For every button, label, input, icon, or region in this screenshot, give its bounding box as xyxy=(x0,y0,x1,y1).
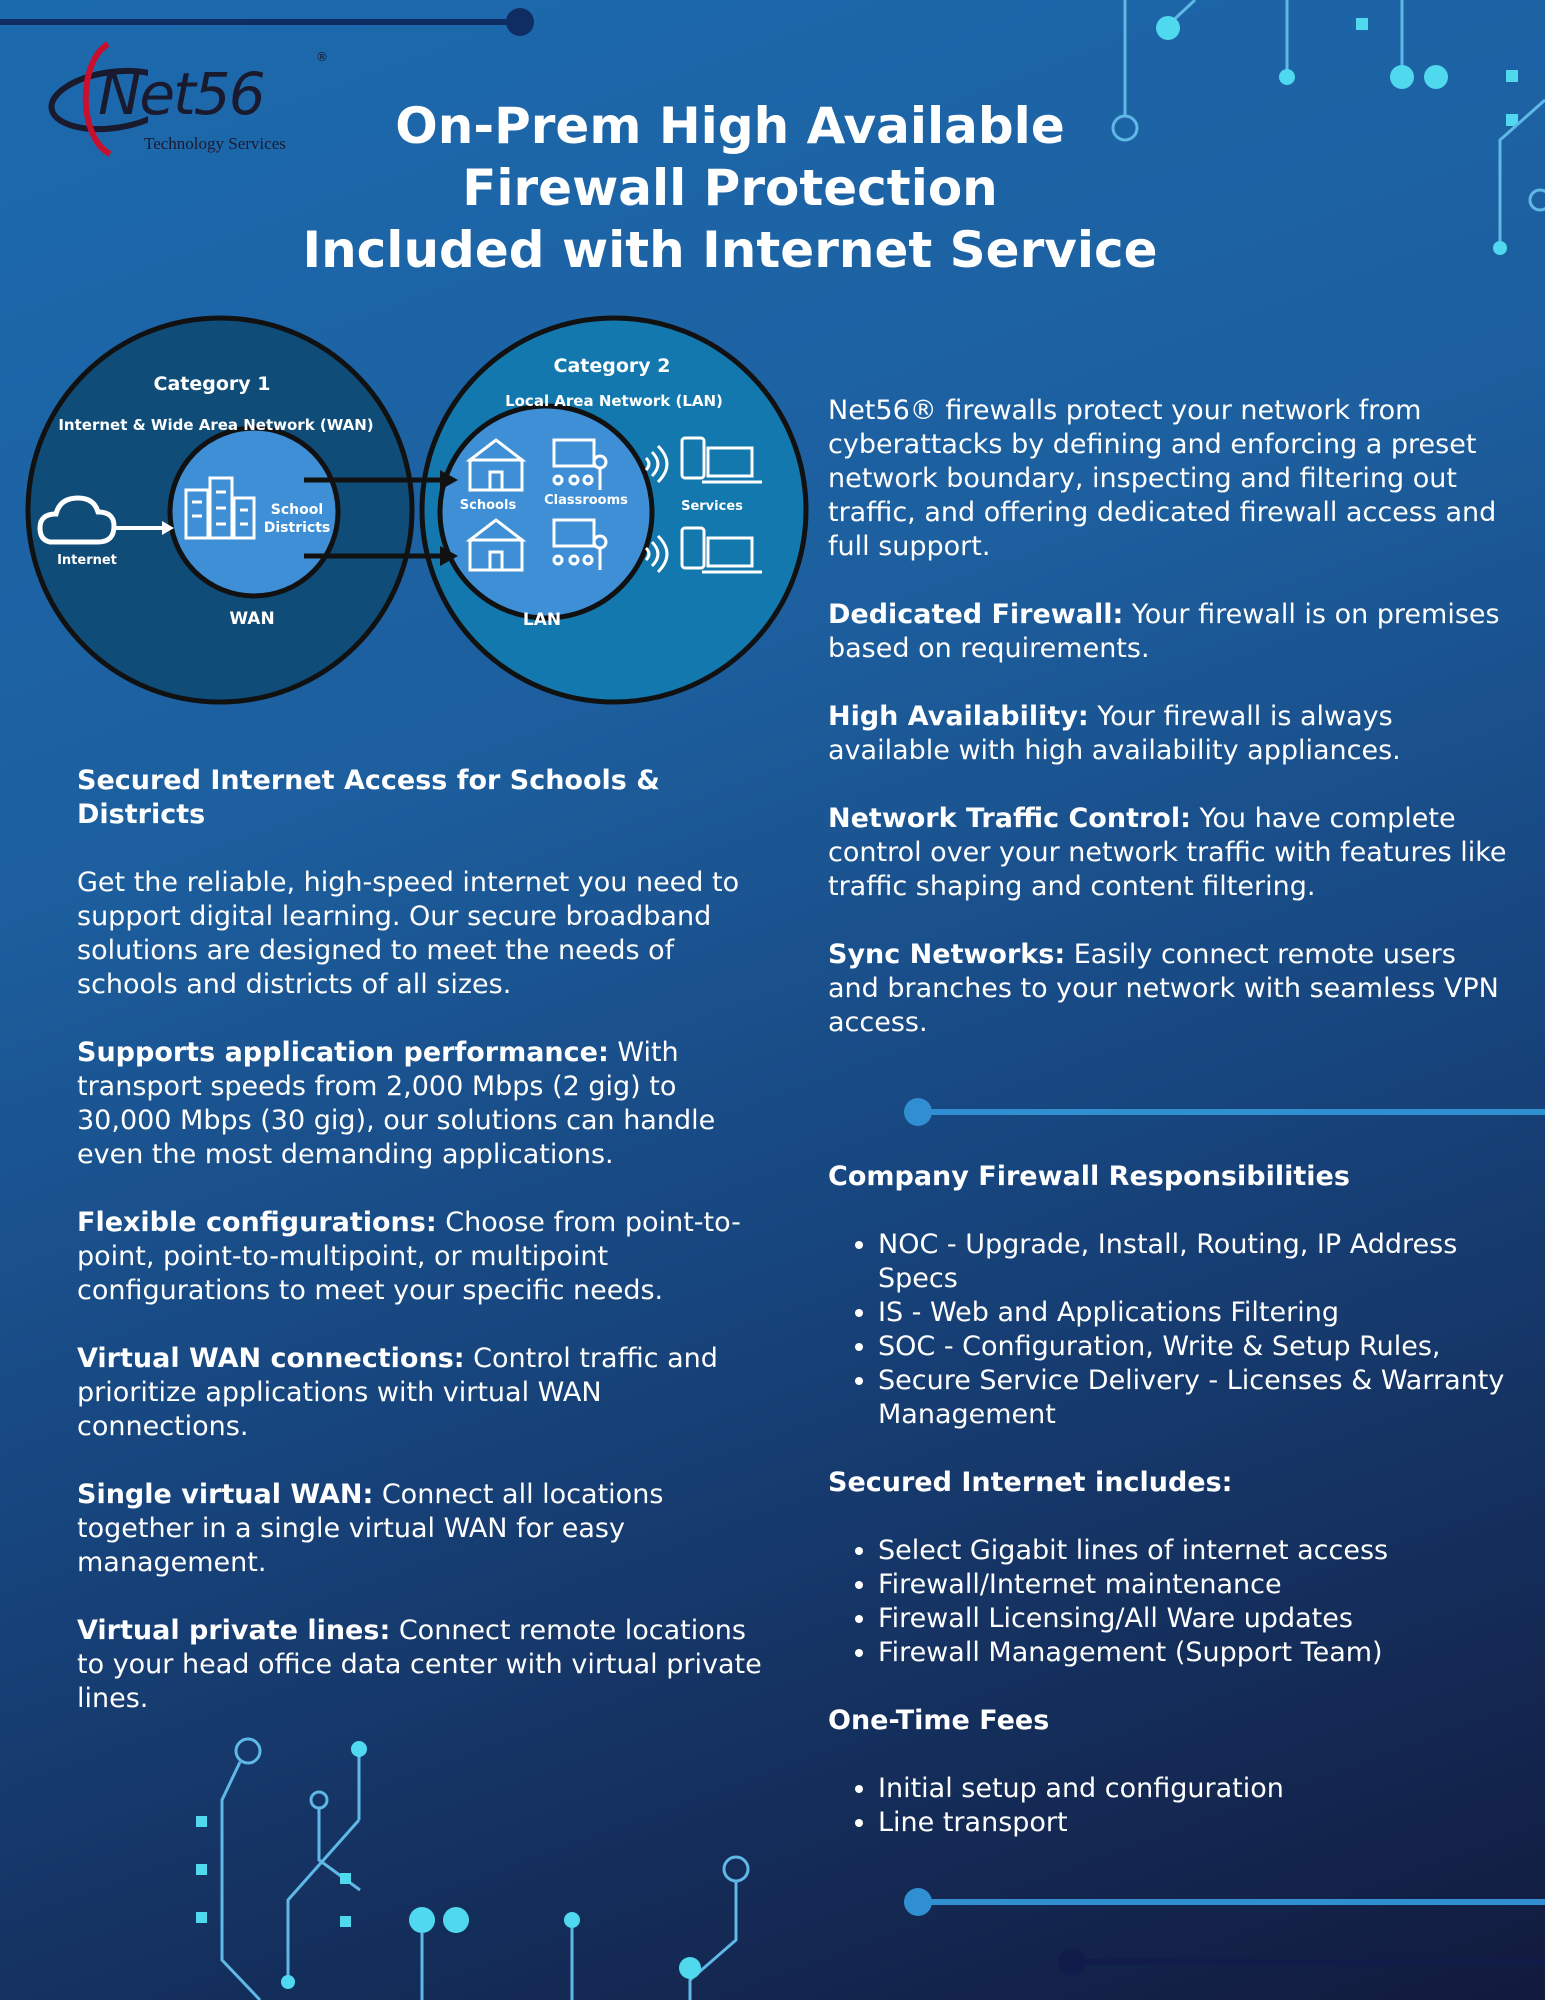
title-line-3: Included with Internet Service xyxy=(302,221,1158,279)
list-item: • Firewall/Internet maintenance xyxy=(878,1568,1508,1602)
feature-label: Flexible configurations: xyxy=(77,1207,437,1238)
schools-intro: Get the reliable, high-speed internet you need to support digital learning. Our secure broadband solutions are designed to meet the needs of schools and districts of all sizes. xyxy=(77,867,740,1000)
feature-text: With transport speeds from 2,000 Mbps (2 gig) to 30,000 Mbps (30 gig), our solutions can handle even the most demanding applications. xyxy=(77,1037,716,1170)
list-item: • Select Gigabit lines of internet access xyxy=(878,1534,1508,1568)
logo-wordmark: Net56 xyxy=(98,60,264,128)
feature-text: You have complete control over your network traffic with features like traffic shaping and content filtering. xyxy=(828,803,1507,902)
schools-heading: Secured Internet Access for Schools & Districts xyxy=(77,765,660,830)
lan-label: LAN xyxy=(522,610,562,630)
feature-text: Control traffic and prioritize applications with virtual WAN connections. xyxy=(77,1343,718,1442)
feature-item xyxy=(77,1206,777,1308)
responsibilities-section xyxy=(828,1160,1508,1874)
feature-item xyxy=(828,598,1508,666)
firewall-section xyxy=(828,394,1508,1074)
list-item: • Firewall Licensing/All Ware updates xyxy=(878,1602,1508,1636)
feature-item xyxy=(77,1036,777,1172)
responsibilities-heading: Company Firewall Responsibilities xyxy=(828,1161,1350,1192)
feature-label: Virtual private lines: xyxy=(77,1615,391,1646)
page-title xyxy=(260,95,1200,281)
category-1-subtitle: Internet & Wide Area Network (WAN) xyxy=(58,416,374,434)
schools-section xyxy=(77,764,777,1750)
feature-text: Connect remote locations to your head office data center with virtual private lines. xyxy=(77,1615,762,1714)
category-1-title: Category 1 xyxy=(153,373,271,395)
responsibilities-list xyxy=(828,1228,1508,1432)
firewall-intro: Net56® firewalls protect your network from cyberattacks by defining and enforcing a preset network boundary, inspecting and filtering out traffic, and offering dedicated firewall access and full support. xyxy=(828,395,1497,562)
registered-mark: ® xyxy=(316,50,328,64)
feature-item xyxy=(77,1478,777,1580)
feature-item xyxy=(828,700,1508,768)
list-item: • Line transport xyxy=(878,1806,1508,1840)
classrooms-label: Classrooms xyxy=(544,493,628,508)
fees-heading: One-Time Fees xyxy=(828,1705,1050,1736)
fees-list xyxy=(828,1772,1508,1840)
list-item: • Initial setup and configuration xyxy=(878,1772,1508,1806)
category-2-title: Category 2 xyxy=(553,355,671,377)
internet-label: Internet xyxy=(57,553,117,568)
title-line-2: Firewall Protection xyxy=(462,159,998,217)
feature-label: Network Traffic Control: xyxy=(828,803,1191,834)
list-item: • Firewall Management (Support Team) xyxy=(878,1636,1508,1670)
list-item: • SOC - Configuration, Write & Setup Rules, xyxy=(878,1330,1508,1364)
feature-item xyxy=(828,938,1508,1040)
feature-text: Choose from point-to-point, point-to-multipoint, or multipoint configurations to meet your specific needs. xyxy=(77,1207,741,1306)
logo-tagline: Technology Services xyxy=(144,134,286,153)
feature-label: High Availability: xyxy=(828,701,1089,732)
title-line-1: On-Prem High Available xyxy=(395,97,1065,155)
feature-item xyxy=(77,1614,777,1716)
list-item: • NOC - Upgrade, Install, Routing, IP Address Specs xyxy=(878,1228,1508,1296)
feature-item xyxy=(77,1342,777,1444)
category-2-subtitle: Local Area Network (LAN) xyxy=(505,392,723,410)
feature-label: Supports application performance: xyxy=(77,1037,609,1068)
feature-label: Sync Networks: xyxy=(828,939,1066,970)
feature-label: Single virtual WAN: xyxy=(77,1479,374,1510)
wan-label: WAN xyxy=(229,609,275,629)
feature-text: Easily connect remote users and branches to your network with seamless VPN access. xyxy=(828,939,1499,1038)
feature-text: Connect all locations together in a single virtual WAN for easy management. xyxy=(77,1479,664,1578)
services-label: Services xyxy=(681,499,743,514)
feature-text: Your firewall is always available with high availability appliances. xyxy=(828,701,1401,766)
list-item: • Secure Service Delivery - Licenses & Warranty Management xyxy=(878,1364,1508,1432)
feature-label: Dedicated Firewall: xyxy=(828,599,1124,630)
includes-list xyxy=(828,1534,1508,1670)
network-diagram xyxy=(22,312,812,708)
list-item: • IS - Web and Applications Filtering xyxy=(878,1296,1508,1330)
districts-label-line-2: Districts xyxy=(263,520,331,536)
feature-item xyxy=(828,802,1508,904)
feature-label: Virtual WAN connections: xyxy=(77,1343,465,1374)
includes-heading: Secured Internet includes: xyxy=(828,1467,1233,1498)
feature-text: Your firewall is on premises based on requirements. xyxy=(828,599,1500,664)
schools-label: Schools xyxy=(459,498,517,513)
districts-label-line-1: School xyxy=(270,502,324,518)
